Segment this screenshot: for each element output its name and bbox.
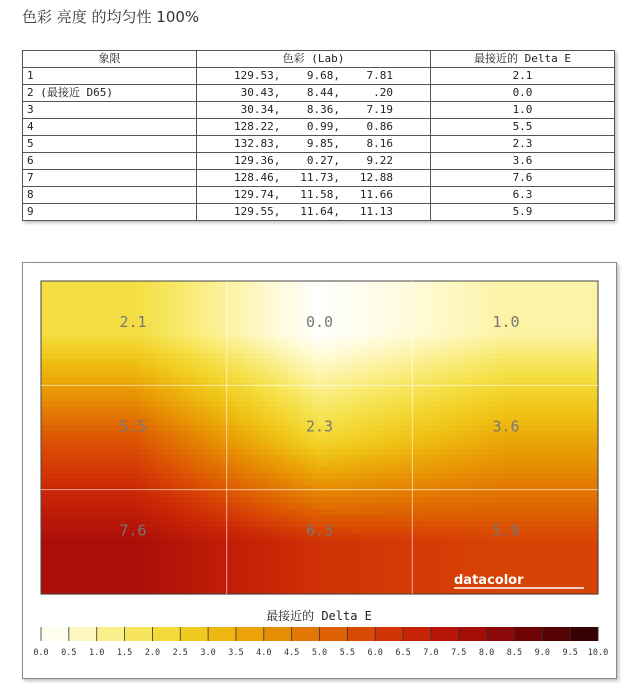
- table-row: [23, 204, 615, 221]
- delta-e-cell: 3.6: [431, 153, 615, 170]
- table-row: [23, 119, 615, 136]
- colorbar-segment: [180, 627, 208, 641]
- delta-e-cell: 2.3: [431, 136, 615, 153]
- lab-cell: 132.83, 9.85, 8.16: [197, 136, 431, 153]
- datacolor-logo: datacolor: [454, 573, 524, 588]
- colorbar-tick-label: 2.5: [172, 648, 188, 658]
- colorbar-segment: [487, 627, 515, 641]
- quadrant-cell: 9: [23, 204, 197, 221]
- colorbar-segment: [264, 627, 292, 641]
- cell-value-label: 7.6: [119, 521, 147, 540]
- lab-cell: 129.53, 9.68, 7.81: [197, 68, 431, 85]
- colorbar-tick-label: 5.0: [311, 648, 328, 658]
- colorbar-tick-label: 4.5: [283, 648, 300, 658]
- table-header-row: [23, 51, 615, 68]
- colorbar-tick-label: 0.0: [33, 648, 49, 658]
- uniformity-heatmap: [23, 263, 616, 678]
- delta-e-cell: 5.9: [431, 204, 615, 221]
- heatmap-plot: [41, 281, 599, 595]
- colorbar-segment: [514, 627, 542, 641]
- colorbar-tick-label: 1.0: [89, 648, 105, 658]
- lab-cell: 30.43, 8.44, .20: [197, 85, 431, 102]
- colorbar-segment: [570, 627, 598, 641]
- quadrant-cell: 6: [23, 153, 197, 170]
- lab-cell: 128.46, 11.73, 12.88: [197, 170, 431, 187]
- colorbar-segment: [152, 627, 180, 641]
- quadrant-cell: 8: [23, 187, 197, 204]
- colorbar-segment: [236, 627, 264, 641]
- colorbar-segment: [347, 627, 375, 641]
- table-row: [23, 153, 615, 170]
- page-title: 色彩 亮度 的均匀性 100%: [22, 8, 200, 26]
- table-row: [23, 170, 615, 187]
- quadrant-cell: 2 (最接近 D65): [23, 85, 197, 102]
- colorbar-tick-label: 0.5: [61, 648, 77, 658]
- delta-e-cell: 0.0: [431, 85, 615, 102]
- cell-value-label: 6.3: [305, 521, 334, 540]
- delta-e-cell: 5.5: [431, 119, 615, 136]
- colorbar-tick-label: 7.5: [451, 648, 467, 658]
- colorbar-segment: [208, 627, 236, 641]
- quadrant-cell: 5: [23, 136, 197, 153]
- colorbar-tick-label: 3.5: [228, 648, 244, 658]
- quadrant-cell: 7: [23, 170, 197, 187]
- colorbar-tick-label: 5.5: [339, 648, 356, 658]
- colorbar-tick-label: 9.0: [534, 648, 550, 658]
- cell-value-label: 2.1: [119, 313, 147, 331]
- table-row: [23, 136, 615, 153]
- table-row: [23, 68, 615, 85]
- colorbar-tick-label: 2.0: [144, 648, 161, 658]
- lab-cell: 129.74, 11.58, 11.66: [197, 187, 431, 204]
- cell-value-label: 0.0: [305, 313, 334, 331]
- colorbar-segment: [69, 627, 97, 641]
- colorbar-tick-label: 3.0: [200, 648, 216, 658]
- table-row: [23, 85, 615, 102]
- colorbar-tick-label: 8.5: [506, 648, 523, 658]
- colorbar-segment: [292, 627, 320, 641]
- table-row: [23, 102, 615, 119]
- colorbar-segment: [459, 627, 487, 641]
- cell-value-label: 5.9: [492, 521, 520, 540]
- colorbar-tick-label: 8.0: [478, 648, 495, 658]
- heatmap-panel: [22, 262, 617, 679]
- lab-cell: 128.22, 0.99, 0.86: [197, 119, 431, 136]
- cell-value-label: 5.5: [119, 417, 147, 436]
- header-quadrant: 象限: [23, 51, 197, 68]
- delta-e-cell: 7.6: [431, 170, 615, 187]
- header-lab: 色彩 (Lab): [197, 51, 431, 68]
- cell-value-label: 3.6: [492, 417, 520, 436]
- colorbar-tick-label: 4.0: [256, 648, 272, 658]
- delta-e-cell: 2.1: [431, 68, 615, 85]
- colorbar-segment: [403, 627, 431, 641]
- colorbar-title: 最接近的 Delta E: [266, 609, 372, 623]
- quadrant-cell: 3: [23, 102, 197, 119]
- colorbar-tick-label: 7.0: [423, 648, 439, 658]
- colorbar-segment: [375, 627, 403, 641]
- quadrant-cell: 4: [23, 119, 197, 136]
- colorbar-segment: [431, 627, 459, 641]
- delta-e-cell: 6.3: [431, 187, 615, 204]
- table-row: [23, 187, 615, 204]
- header-delta-e: 最接近的 Delta E: [431, 51, 615, 68]
- cell-value-label: 2.3: [305, 417, 334, 436]
- lab-table: [22, 50, 615, 221]
- colorbar-segment: [97, 627, 125, 641]
- lab-cell: 129.55, 11.64, 11.13: [197, 204, 431, 221]
- lab-cell: 129.36, 0.27, 9.22: [197, 153, 431, 170]
- colorbar-tick-label: 1.5: [116, 648, 133, 658]
- delta-e-cell: 1.0: [431, 102, 615, 119]
- colorbar-segment: [320, 627, 348, 641]
- cell-value-label: 1.0: [492, 313, 520, 331]
- colorbar-tick-label: 6.0: [367, 648, 383, 658]
- colorbar-tick-label: 9.5: [562, 648, 578, 658]
- colorbar-segment: [542, 627, 570, 641]
- lab-cell: 30.34, 8.36, 7.19: [197, 102, 431, 119]
- colorbar-tick-label: 10.0: [587, 648, 609, 658]
- colorbar-tick-label: 6.5: [395, 648, 411, 658]
- quadrant-cell: 1: [23, 68, 197, 85]
- colorbar-segment: [125, 627, 153, 641]
- colorbar-segment: [41, 627, 69, 641]
